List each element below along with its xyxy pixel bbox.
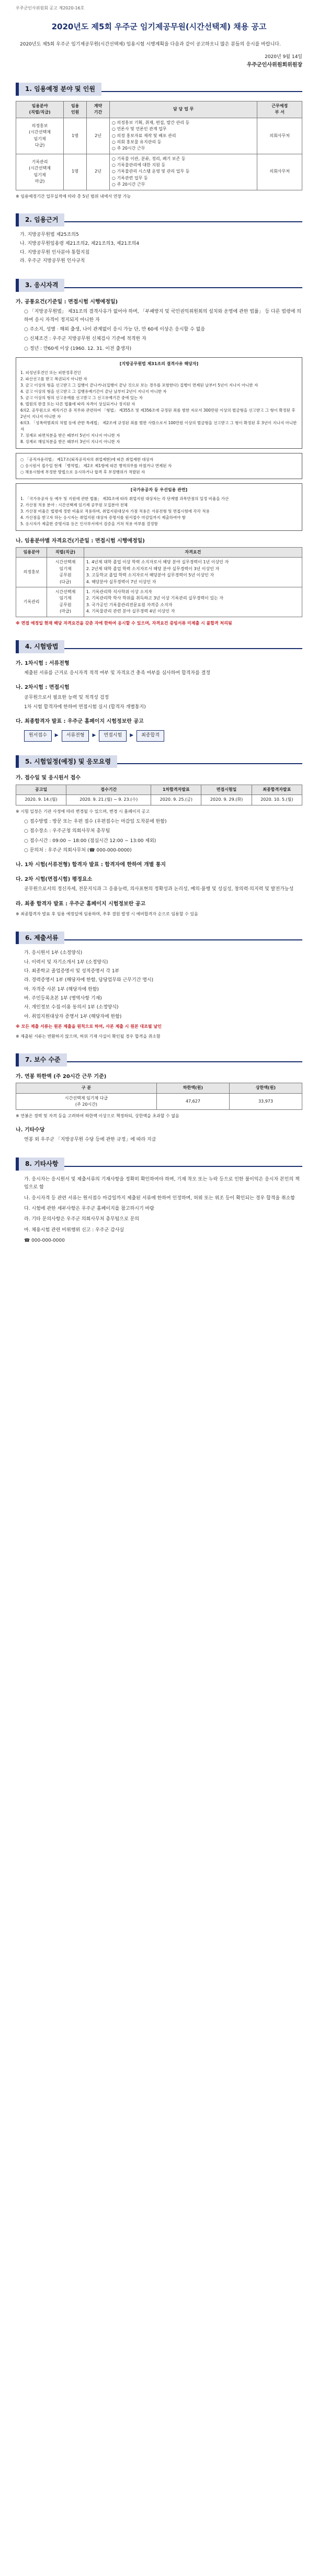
legal-basis-item: 가. 지방공무원법 제25조의5 xyxy=(20,232,79,237)
documents-note-1: ※ 모든 제출 서류는 원본 제출을 원칙으로 하며, 사본 제출 시 원본 대조필 날인 xyxy=(16,1024,162,1029)
requirement-grade: 시간선택제 임기제 공무원 (마급) xyxy=(47,587,84,617)
section-4-label: 4. 시험방법 xyxy=(16,640,64,653)
arrow-icon: ▶ xyxy=(92,732,96,738)
position-count: 1명 xyxy=(64,118,87,154)
schedule-cell: 2020. 9. 21.(월) ~ 9. 23.(수) xyxy=(66,795,151,805)
document-item: 마. 자격증 사본 1부 (해당자에 한함) xyxy=(24,986,99,992)
section-7-header xyxy=(16,1053,302,1066)
position-count: 1명 xyxy=(64,154,87,190)
disqualification-line: 4. 금고 이상의 형을 선고받고 그 집행유예기간이 끝난 날부터 2년이 지나지 아니한 자 xyxy=(20,389,167,394)
requirement-field: 기록관리 xyxy=(16,587,47,617)
section-8-header xyxy=(16,1158,302,1171)
interview-criteria-title: 다. 2차 시험(면접시험) 평정요소 xyxy=(16,876,93,882)
position-dept: 의회사무처 xyxy=(257,154,302,190)
requirement-item: 4. 기록물관리 관련 분야 실무경력 4년 이상인 자 xyxy=(86,609,175,614)
requirements-header: 임용분야 xyxy=(16,548,47,558)
issuing-organization: 우주군인사위원회위원장 xyxy=(246,62,302,68)
notice-number: 우주군인사위원회 공고 제2020-16호 xyxy=(16,6,85,10)
position-duties xyxy=(109,118,257,154)
section-6-label: 6. 제출서류 xyxy=(16,932,64,945)
requirement-item: 1. 4년제 대학 졸업 이상 학력 소지자로서 해당 분야 실무경력이 1년 이상인 자 xyxy=(86,560,229,565)
veteran-line: 4. 가산점을 받고자 하는 응시자는 취업지원 대상자 증명서를 원서접수 마감일까지 제출하여야 함 xyxy=(20,515,186,520)
schedule-cell: 2020. 9. 25.(금) xyxy=(151,795,201,805)
section-1-header xyxy=(16,83,302,96)
notice-date: 2020년 9월 14일 xyxy=(265,54,302,60)
final-result-title: 라. 최종 합격자 발표 : 우주군 홈페이지 시험정보란 공고 xyxy=(16,901,146,907)
disqualification-line: 5. 금고 이상의 형의 선고유예를 선고받고 그 선고유예기간 중에 있는 자 xyxy=(20,395,143,400)
exam-stage-1-text: 제출된 서류를 근거로 응시자격 적격 여부 및 자격요건 충족 여부를 심사하여 합격자를 결정 xyxy=(24,671,211,676)
application-title: 가. 접수일 및 응시원서 접수 xyxy=(16,775,81,781)
veteran-line: 3. 가산점 비율은 법령에 정한 비율로 적용하며, 취업지원대상자 가점 적용은 서류전형 및 면접시험에 각각 적용 xyxy=(20,508,210,514)
positions-header: 담 당 업 무 xyxy=(109,101,257,118)
duty-item: ○ 기록물관리 시스템 운영 및 관리 업무 등 xyxy=(111,169,190,174)
requirement-item: 2. 기록관리학 학사 학위를 취득하고 3년 이상 기록관리 실무경력이 있는 자 xyxy=(86,596,224,601)
requirement-item: 4. 해당분야 실무경력이 7년 이상인 자 xyxy=(86,579,156,584)
legal-basis-item: 라. 우주군 지방공무원 인사규칙 xyxy=(20,258,85,264)
application-detail: ○ 접수방법 : 방문 또는 우편 접수 (우편접수는 마감일 도착분에 한함) xyxy=(24,819,167,825)
requirements-note: ※ 면접 예정일 현재 해당 자격요건을 갖춘 자에 한하여 응시할 수 있으며, 자격요건 증빙서류 미제출 시 불합격 처리됨 xyxy=(16,620,232,626)
requirement-field: 의정홍보 xyxy=(16,558,47,587)
schedule-cell: 2020. 10. 5.(월) xyxy=(252,795,302,805)
requirements-header: 직렬(직급) xyxy=(47,548,84,558)
exam-stage-2-text: 공무원으로서 필요한 능력 및 적격성 검정 xyxy=(24,695,109,700)
disqualification-line: 6. 법원의 판결 또는 다른 법률에 따라 자격이 상실되거나 정지된 자 xyxy=(20,401,135,406)
application-detail: ○ 접수장소 : 우주군청 의회사무처 총무팀 xyxy=(24,829,110,834)
schedule-table xyxy=(16,785,302,805)
table-row xyxy=(16,118,302,154)
misc-item: 가. 응시자는 응시원서 및 제출서류의 기재사항을 정확히 확인하여야 하며, 기재 착오 또는 누락 등으로 인한 불이익은 응시자 본인의 책임으로 함 xyxy=(24,1177,300,1190)
salary-title: 가. 연봉 하한액 (주 20시간 근무 기준) xyxy=(16,1073,107,1080)
allowance-title: 나. 기타수당 xyxy=(16,1127,45,1133)
common-requirement: ○ 주소지, 성별 · 해외 출생, 나이 관계없이 응시 가능 단, 만 60세 이상은 응시할 수 없음 xyxy=(24,327,206,333)
salary-note: ※ 연봉은 경력 및 자격 등을 고려하여 하한액 이상으로 책정하되, 상한액을 초과할 수 없음 xyxy=(16,1114,179,1119)
section-3-label: 3. 응시자격 xyxy=(16,279,64,292)
legal-basis-item: 다. 지방공무원 인사분야 통합지침 xyxy=(20,249,90,255)
position-field: 의정홍보 (시간선택제 임기제 다급) xyxy=(16,118,64,154)
table-row xyxy=(16,795,302,805)
salary-table xyxy=(16,1083,302,1110)
section-2-label: 2. 임용근거 xyxy=(16,213,64,226)
common-requirements-title: 가. 공통요건(기준일 : 면접시험 시행예정일) xyxy=(16,299,118,305)
exam-stage-2-note: 1차 시험 합격자에 한하여 면접시험 실시 (합격자 개별통지) xyxy=(24,705,146,710)
positions-footnote: ※ 임용예정기간 업무실적에 따라 총 5년 범위 내에서 연장 가능 xyxy=(16,194,131,199)
additional-requirements-box xyxy=(16,453,302,479)
arrow-icon: ▶ xyxy=(54,732,59,738)
positions-header: 근무예정 부 서 xyxy=(257,101,302,118)
veteran-preference-box xyxy=(16,483,302,531)
flow-step: 면접시험 xyxy=(99,730,127,742)
requirement-item: 1. 기록관리학 석사학위 이상 소지자 xyxy=(86,589,152,595)
schedule-note: ※ 시험 일정은 기관 사정에 따라 변경될 수 있으며, 변경 시 홈페이지 공고 xyxy=(16,809,150,814)
disqualification-line: 7. 징계로 파면처분을 받은 때부터 5년이 지나지 아니한 자 xyxy=(20,433,120,438)
document-item: 가. 응시원서 1부 (소정양식) xyxy=(24,950,83,956)
positions-header: 계약 기간 xyxy=(87,101,110,118)
requirements-header: 자격요건 xyxy=(84,548,302,558)
document-item: 나. 이력서 및 자기소개서 1부 (소정양식) xyxy=(24,959,108,965)
requirement-item: 2. 2년제 대학 졸업 학력 소지자로서 해당 분야 실무경력이 3년 이상인 자 xyxy=(86,566,220,571)
application-detail: ○ 문의처 : 우주군 의회사무처 (☎ 000-000-0000) xyxy=(24,848,132,854)
flow-step: 최종합격 xyxy=(137,730,164,742)
field-requirements-title: 나. 임용분야별 자격요건(기준일 : 면접시험 시행예정일) xyxy=(16,538,145,544)
stage-1-result-title: 나. 1차 시험(서류전형) 합격자 발표 : 합격자에 한하여 개별 통지 xyxy=(16,862,166,868)
duty-item: ○ 의정홍보 기획, 취재, 편집, 발간 관리 등 xyxy=(111,120,190,125)
section-5-header xyxy=(16,755,302,768)
interview-criteria-text: 공무원으로서의 정신자세, 전문지식과 그 응용능력, 의사표현의 정확성과 논리성, 예의·품행 및 성실성, 창의력·의지력 및 발전가능성 xyxy=(24,887,294,892)
salary-header: 하한액(원) xyxy=(156,1083,229,1093)
flow-step: 원서접수 xyxy=(24,730,52,742)
section-6-header xyxy=(16,932,302,945)
additional-requirement-line: ○ 채용시험에 부정한 방법으로 응시하거나 합격 후 부정행위가 적발된 자 xyxy=(20,469,145,474)
common-requirement: ○ 신체조건 : 우주군 지방공무원 신체검사 기준에 적격한 자 xyxy=(24,336,146,342)
common-requirement: ○ 「지방공무원법」 제31조의 결격사유가 없어야 하며, 「부패방지 및 국민권익위원회의 설치와 운영에 관한 법률」 등 다른 법령에 의하여 응시 자격이 정지되지 아니한 자 xyxy=(24,309,301,323)
section-2-header xyxy=(16,213,302,226)
requirement-item: 3. 국가공인 기록물관리전문요원 자격증 소지자 xyxy=(86,602,173,607)
duty-item: ○ 기록물관리에 대한 지원 등 xyxy=(111,163,166,168)
duty-item: ○ 의회 홍보물 유지관리 등 xyxy=(111,139,162,144)
position-term: 2년 xyxy=(87,118,110,154)
misc-item: 마. 채용시험 관련 비위행위 신고 : 우주군 감사실 xyxy=(24,1227,124,1233)
positions-header: 임용분야 (직렬/직급) xyxy=(16,101,64,118)
exam-stage-2-title: 나. 2차시험 : 면접시험 xyxy=(16,685,70,691)
section-5-label: 5. 시험일정(예정) 및 응모요령 xyxy=(16,755,117,768)
salary-cell: 33,973 xyxy=(229,1093,302,1110)
disqualification-line: 2. 파산선고를 받고 복권되지 아니한 자 xyxy=(20,376,87,381)
section-4-header xyxy=(16,640,302,653)
legal-basis-item: 나. 지방공무원임용령 제21조의2, 제21조의3, 제21조의4 xyxy=(20,241,140,246)
document-item: 다. 최종학교 졸업증명서 및 성적증명서 각 1부 xyxy=(24,968,120,974)
requirement-grade: 시간선택제 임기제 공무원 (다급) xyxy=(47,558,84,587)
table-row xyxy=(16,1093,302,1110)
table-row xyxy=(16,154,302,190)
lead-paragraph: 2020년도 제5회 우주군 임기제공무원(시간선택제) 임용시험 시행계획을 다음과 같이 공고하오니 많은 분들의 응시를 바랍니다. xyxy=(20,41,281,47)
salary-header: 상한액(원) xyxy=(229,1083,302,1093)
additional-requirement-line: ○ 응시원서 접수일 현재 「병역법」 제2조 제1항에 따른 병역의무를 마쳤거나 면제된 자 xyxy=(20,463,172,468)
requirement-list xyxy=(84,587,302,617)
disqualification-line: 1. 피성년후견인 또는 피한정후견인 xyxy=(20,370,81,375)
schedule-cell: 2020. 9. 14.(월) xyxy=(16,795,66,805)
positions-header: 임용 인원 xyxy=(64,101,87,118)
duty-item: ○ 주 20시간 근무 xyxy=(111,146,145,151)
schedule-header: 면접시험일 xyxy=(201,785,252,795)
position-duties xyxy=(109,154,257,190)
document-item: 라. 경력증명서 1부 (해당자에 한함, 담당업무와 근무기간 명시) xyxy=(24,978,154,983)
schedule-header: 접수기간 xyxy=(66,785,151,795)
veteran-line: 2. 가산점 적용 분야 : 시간선택제 임기제 공무원 모집분야 전체 xyxy=(20,502,128,507)
duty-item: ○ 의정 홍보자료 제작 및 배포 관리 xyxy=(111,133,176,138)
misc-item: 다. 시험에 관한 세부사항은 우주군 홈페이지를 참고하시기 바람 xyxy=(24,1206,154,1211)
section-8-label: 8. 기타사항 xyxy=(16,1158,64,1171)
requirement-item: 3. 고등학교 졸업 학력 소지자로서 해당분야 실무경력이 5년 이상인 자 xyxy=(86,573,214,578)
duty-item: ○ 기록관련 업무 등 xyxy=(111,175,148,180)
duty-item: ○ 언론사 및 언론인 관계 업무 xyxy=(111,127,167,132)
veteran-line: 1. 「국가유공자 등 예우 및 지원에 관한 법률」 제31조에 따라 취업지원 대상자는 각 단계별 과목만점의 일정 비율을 가산 xyxy=(20,496,229,501)
schedule-header: 최종합격자발표 xyxy=(252,785,302,795)
veteran-line: 5. 응시자가 제출한 증명서류 등은 인사부서에서 검증을 거쳐 적용 여부를 결정함 xyxy=(20,521,158,526)
salary-cell: 47,627 xyxy=(156,1093,229,1110)
misc-item: 라. 기타 문의사항은 우주군 의회사무처 총무팀으로 문의 xyxy=(24,1217,139,1222)
final-result-note: ※ 최종합격자 발표 후 임용 예정일에 임용하며, 추후 결원 발생 시 예비합격자 순으로 임용할 수 있음 xyxy=(16,912,198,917)
disqualification-line: 6의2. 공무원으로 재직기간 중 직무와 관련하여 「형법」 제355조 및 제356조에 규정된 죄를 범한 자로서 300만원 이상의 벌금형을 선고받고 그 형이 확정된 후 2년이 지나지 아니한 자 xyxy=(20,407,296,419)
schedule-header: 공고일 xyxy=(16,785,66,795)
allowance-text: 연봉 외 우주군 「지방공무원 수당 등에 관한 규정」에 따라 지급 xyxy=(24,1137,156,1143)
disqualification-box xyxy=(16,357,302,449)
schedule-cell: 2020. 9. 29.(화) xyxy=(201,795,252,805)
final-announcement-title: 다. 최종합격자 발표 : 우주군 홈페이지 시험정보란 공고 xyxy=(16,719,144,725)
exam-flow xyxy=(24,730,302,742)
common-requirement: ○ 정년 : 만60세 이상 (1960. 12. 31. 이전 출생자) xyxy=(24,346,132,351)
application-detail: ○ 접수시간 : 09:00 ~ 18:00 (점심시간 12:00 ~ 13:00 제외) xyxy=(24,838,156,844)
disqualification-line: 6의3. 「성폭력범죄의 처벌 등에 관한 특례법」 제2조에 규정된 죄를 범한 사람으로서 100만원 이상의 벌금형을 선고받고 그 형이 확정된 후 3년이 지나지 아니한 자 xyxy=(20,420,297,432)
disqualification-title: [지방공무원법 제31조의 결격사유 해당자] xyxy=(119,361,199,366)
positions-table xyxy=(16,101,302,190)
position-term: 2년 xyxy=(87,154,110,190)
position-dept: 의회사무처 xyxy=(257,118,302,154)
table-row xyxy=(16,558,302,587)
arrow-icon: ▶ xyxy=(130,732,134,738)
document-item: 아. 취업지원대상자 증명서 1부 (해당자에 한함) xyxy=(24,1014,122,1019)
exam-stage-1-title: 가. 1차시험 : 서류전형 xyxy=(16,660,70,666)
salary-cell: 시간선택제 임기제 다급 (주 20시간) xyxy=(16,1093,157,1110)
section-3-header xyxy=(16,279,302,292)
salary-header: 구 분 xyxy=(16,1083,157,1093)
document-item: 사. 개인정보 수집·이용 동의서 1부 (소정양식) xyxy=(24,1005,119,1011)
flow-step: 서류전형 xyxy=(62,730,89,742)
table-row xyxy=(16,587,302,617)
additional-requirement-line: ○ 「공직자윤리법」 제17조(퇴직공직자의 취업제한)에 따른 취업제한 대상자 xyxy=(20,457,154,462)
document-item: 바. 주민등록초본 1부 (병역사항 기재) xyxy=(24,996,102,1002)
schedule-header: 1차합격자발표 xyxy=(151,785,201,795)
page-title: 2020년도 제5회 우주군 임기제공무원(시간선택제) 채용 공고 xyxy=(51,22,267,32)
misc-item: 나. 응시자격 등 관련 서류는 원서접수 마감일까지 제출된 서류에 한하여 인정하며, 허위 또는 위조 등이 확인되는 경우 합격을 취소함 xyxy=(24,1195,296,1201)
documents-note-2: ※ 제출된 서류는 반환하지 않으며, 허위 기재 사실이 확인될 경우 합격을 취소함 xyxy=(16,1034,161,1039)
veteran-preference-title: [국가유공자 등 우선임용 관련] xyxy=(130,487,188,492)
section-7-label: 7. 보수 수준 xyxy=(16,1053,67,1066)
duty-item: ○ 주 20시간 근무 xyxy=(111,182,145,187)
section-1-label: 1. 임용예정 분야 및 인원 xyxy=(16,83,101,96)
position-field: 기록관리 (시간선택제 임기제 마급) xyxy=(16,154,64,190)
requirements-table xyxy=(16,547,302,617)
contact-phone: ☎ 000-000-0000 xyxy=(24,1238,65,1243)
disqualification-line: 3. 금고 이상의 형을 선고받고 그 집행이 끝나거나(집행이 끝난 것으로 보는 경우를 포함한다) 집행이 면제된 날부터 5년이 지나지 아니한 자 xyxy=(20,382,258,388)
duty-item: ○ 기록물 이관, 분류, 정리, 폐기 보존 등 xyxy=(111,156,186,161)
requirement-list xyxy=(84,558,302,587)
disqualification-line: 8. 징계로 해임처분을 받은 때부터 3년이 지나지 아니한 자 xyxy=(20,439,120,444)
